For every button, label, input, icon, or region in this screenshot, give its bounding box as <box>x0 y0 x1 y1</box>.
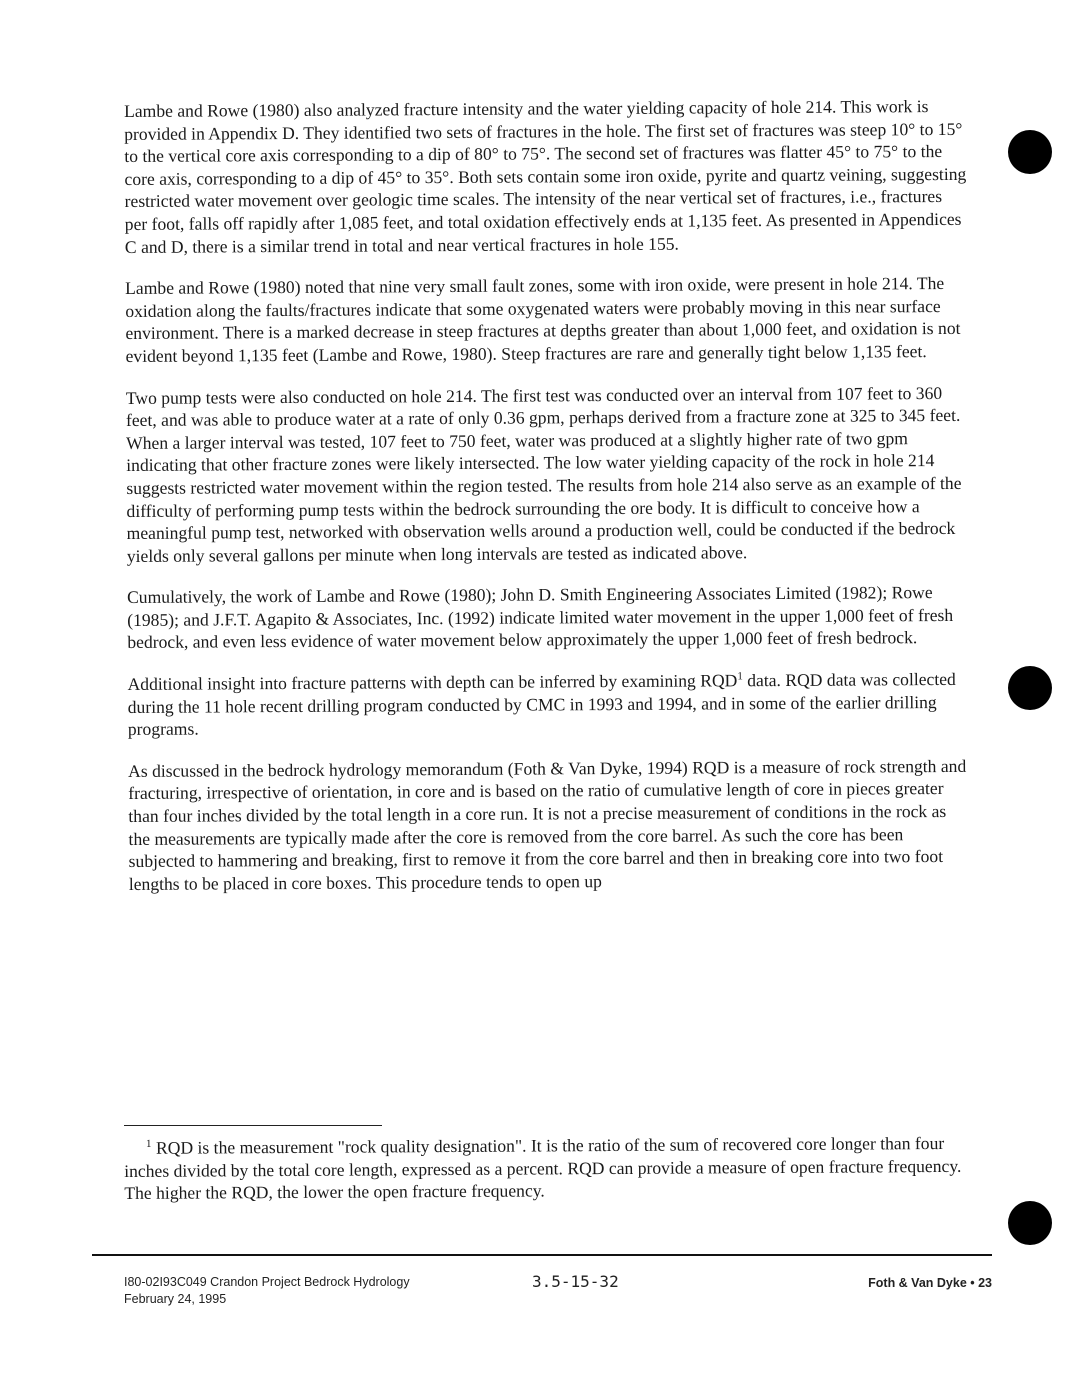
footnote-separator <box>124 1125 382 1126</box>
footer-doc-id: I80-02I93C049 Crandon Project Bedrock Hydrology <box>124 1275 410 1289</box>
punch-hole-middle <box>1008 666 1052 710</box>
footnote-reference: 1 <box>737 670 743 683</box>
paragraph-1: Lambe and Rowe (1980) also analyzed fracture intensity and the water yielding capacity of hole 214. This work is provided in Appendix D. They identified two sets of fractures in the hole. The first set of fractures was steep 10° to 15° to the vertical core axis corresponding to a dip of 80° to 75°. The second set of fractures was flatter 45° to 75° to the core axis, corresponding to a dip of 45° to 35°. Both sets contain some iron oxide, pyrite and quartz veining, suggesting restricted water movement over geologic time scales. The intensity of the near vertical set of fractures, i.e., fractures per foot, falls off rapidly after 1,085 feet, and total oxidation effectively ends at 1,135 feet. As presented in Appendices C and D, there is a similar trend in total and near vertical fractures in hole 155. <box>124 96 967 257</box>
footnote-text <box>124 1132 966 1205</box>
paragraph-5-text-a: Additional insight into fracture patterns with depth can be inferred by examining RQD <box>127 670 738 695</box>
footer-page-code: 3.5-15-32 <box>532 1272 619 1291</box>
footnote <box>124 1132 966 1205</box>
footnote-body: RQD is the measurement "rock quality designation". It is the ratio of the sum of recovered core longer than four inches divided by the total core length, expressed as a percent. RQD can provide a measure of open fracture frequency. The higher the RQD, the lower the open fracture frequency. <box>124 1132 962 1204</box>
paragraph-3: Two pump tests were also conducted on hole 214. The first test was conducted over an interval from 107 feet to 360 feet, and was able to produce water at a rate of only 0.36 gpm, perhaps derived from a fracture zone at 325 to 345 feet. When a larger interval was tested, 107 feet to 750 feet, water was produced at a slightly higher rate of two gpm indicating that other fracture zones were likely intersected. The low water yielding capacity of the rock in hole 214 suggests restricted water movement within the region tested. The results from hole 214 also serve as an example of the difficulty of performing pump tests within the bedrock surrounding the ore body. It is difficult to conceive how a meaningful pump test, networked with observation wells around a production well, could be conducted if the bedrock yields only several gallons per minute when long intervals are tested as indicated above. <box>125 382 962 566</box>
footnote-mark: 1 <box>146 1137 152 1151</box>
paragraph-4: Cumulatively, the work of Lambe and Rowe (1980); John D. Smith Engineering Associates Limited (1982); Rowe (1985); and J.F.T. Agapito & Associates, Inc. (1992) indicate limited water movement in the upper 1,000 feet of fresh bedrock, and even less evidence of water movement below approximately the upper 1,000 feet of fresh bedrock. <box>126 582 954 653</box>
footer-rule <box>92 1254 992 1256</box>
body-text <box>124 95 971 915</box>
paragraph-5-text-b: data. RQD data was collected during the 11 hole recent drilling program conducted by CMC in 1993 and 1994, and in some of the earlier drilling programs. <box>127 668 956 740</box>
paragraph-5 <box>128 668 970 741</box>
footer-date: February 24, 1995 <box>124 1292 227 1306</box>
punch-hole-top <box>1008 130 1052 174</box>
footer-left <box>124 1274 410 1308</box>
punch-hole-bottom <box>1008 1201 1052 1245</box>
footer-company-page: Foth & Van Dyke • 23 <box>868 1276 992 1290</box>
paragraph-2: Lambe and Rowe (1980) noted that nine very small fault zones, some with iron oxide, were present in hole 214. The oxidation along the faults/fractures indicate that some oxygenated waters were probably moving in this near surface environment. There is a marked decrease in steep fractures at depths greater than about 1,000 feet, and oxidation is not evident beyond 1,135 feet (Lambe and Rowe, 1980). Steep fractures are rare and generally tight below 1,135 feet. <box>125 273 961 366</box>
paragraph-6: As discussed in the bedrock hydrology memorandum (Foth & Van Dyke, 1994) RQD is a measure of rock strength and fracturing, irrespective of orientation, in core and is based on the ratio of cumulative length of core in pieces greater than four inches divided by the total length in a core run. It is not a precise measurement of conditions in the rock as the measurements are typically made after the core is removed from the core barrel. As such the core has been subjected to hammering and breaking, first to remove it from the core barrel and then in breaking core into two foot lengths to be placed in core boxes. This procedure tends to open up <box>128 755 967 894</box>
